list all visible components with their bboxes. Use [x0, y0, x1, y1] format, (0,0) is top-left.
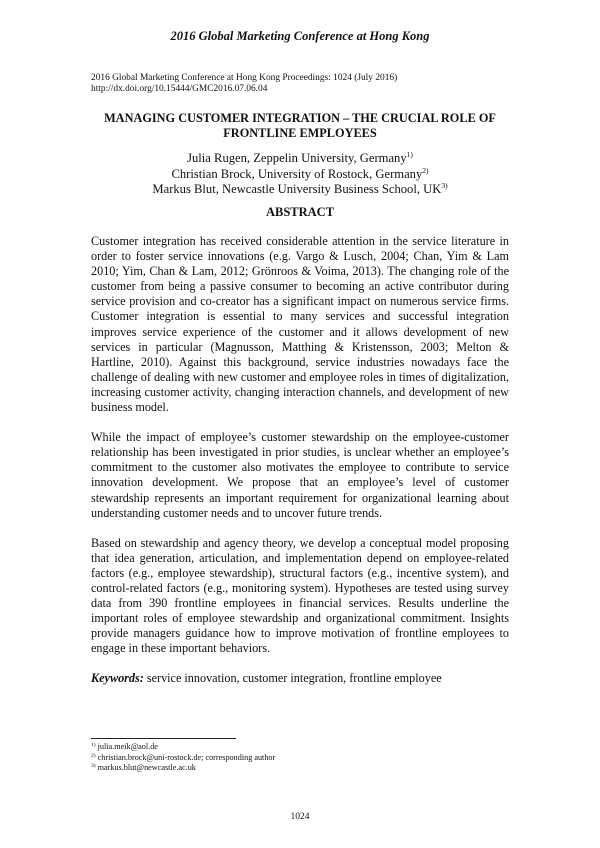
paper-title: [70, 111, 530, 141]
running-header: 2016 Global Marketing Conference at Hong Kong: [170, 29, 430, 43]
keywords: [91, 671, 509, 686]
author-2-footnote-mark: 2): [422, 165, 429, 175]
keywords-label: Keywords:: [91, 671, 144, 686]
author-1-footnote-mark: 1): [406, 150, 413, 159]
author-list: [70, 151, 530, 198]
proceedings-info: [91, 73, 397, 95]
footnote-3-mark: 3): [91, 763, 96, 770]
author-3-footnote-mark: 3): [441, 181, 448, 190]
keywords-text: service innovation, customer integration, frontline employee: [143, 671, 442, 686]
proceedings-citation: 2016 Global Marketing Conference at Hong Kong Proceedings: 1024 (July 2016): [91, 73, 398, 83]
author-2: [70, 167, 530, 183]
abstract-paragraph-3: Based on stewardship and agency theory, we develop a conceptual model proposing that idea generation, articulation, and implementation depend on employee-related factors (e.g., employee stewardship), structural factors (e.g., incentive system), and control-related factors (e.g., monitoring system). Hypotheses are tested using survey data from 390 frontline employees in financial services. Results underline the important roles of employee stewardship and organizational commitment. Insights provide managers guidance how to improve motivation of frontline employees to engage in these important behaviors.: [91, 535, 509, 656]
footnote-2-mark: 2): [91, 752, 96, 759]
footnote-1-mark: 1): [91, 742, 96, 748]
title-line-1: MANAGING CUSTOMER INTEGRATION – THE CRUCIAL ROLE OF: [104, 111, 496, 125]
author-2-name: Christian Brock, University of Rostock, Germany: [171, 166, 423, 181]
title-line-2: FRONTLINE EMPLOYEES: [223, 126, 377, 140]
author-3: [70, 182, 530, 198]
page-number: 1024: [290, 812, 310, 822]
doi-link[interactable]: http://dx.doi.org/10.15444/GMC2016.07.06.04: [91, 84, 268, 94]
footnote-divider: [91, 738, 236, 739]
footnote-3: [91, 763, 275, 774]
footnote-1-email[interactable]: julia.meik@aol.de: [97, 742, 158, 751]
abstract-body: [91, 234, 509, 702]
abstract-paragraph-2: While the impact of employee’s customer stewardship on the employee-customer relationship has been investigated in prior studies, is unclear whether an employee’s commitment to the customer also motivates the employee to contribute to service innovation development. We propose that an employee’s level of customer stewardship represents an important requirement for organizational learning about understanding customer needs and to uncover future trends.: [91, 430, 509, 520]
footnote-3-email[interactable]: markus.blut@newcastle.ac.uk: [97, 763, 196, 773]
author-1-name: Julia Rugen, Zeppelin University, Germany: [187, 151, 407, 165]
footnotes: [91, 742, 275, 774]
abstract-paragraph-1: Customer integration has received considerable attention in the service literature in order to foster service innovations (e.g. Vargo & Lusch, 2004; Chan, Yim & Lam 2010; Yim, Chan & Lam, 2012; Grönroos & Voima, 2013). The changing role of the customer from being a passive consumer to becoming an active contributor during service provision and co-creator has a significant impact on numerous service firms. Customer integration is essential to many services and successful integration improves service experience of the customer and it allows development of new services in particular (Magnusson, Matthing & Kristensson, 2003; Melton & Hartline, 2010). Against this background, service industries nowadays face the challenge of dealing with new customer and employee roles in times of digitalization, increasing customer activity, changing interaction channels, and development of new business model.: [91, 234, 509, 415]
footnote-2: [91, 753, 275, 764]
footnote-1: [91, 742, 275, 753]
author-3-name: Markus Blut, Newcastle University Business School, UK: [152, 182, 442, 196]
footnote-2-email[interactable]: christian.brock@uni-rostock.de; corresponding author: [97, 752, 276, 762]
author-1: [70, 151, 530, 167]
abstract-heading: ABSTRACT: [265, 205, 335, 219]
